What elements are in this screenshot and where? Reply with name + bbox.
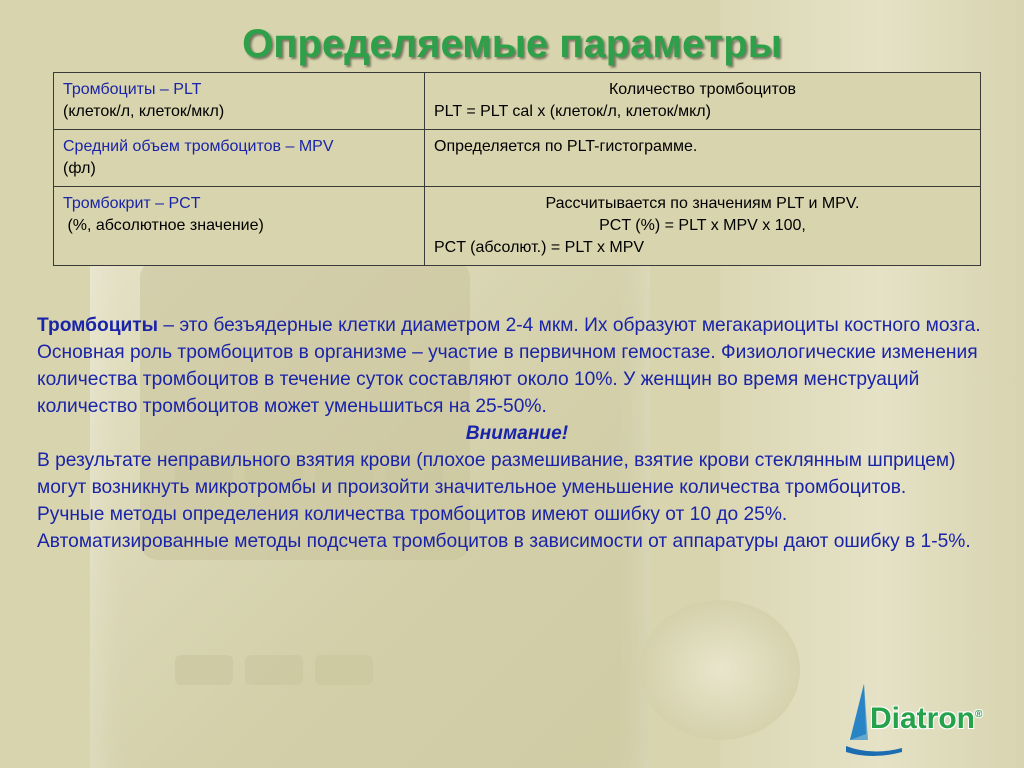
page-title: Определяемые параметры bbox=[242, 22, 782, 66]
table-row bbox=[54, 73, 981, 130]
description-cell bbox=[425, 187, 981, 266]
intro-paragraph bbox=[37, 312, 997, 420]
parameter-unit: (фл) bbox=[63, 160, 96, 177]
body-text bbox=[37, 312, 997, 555]
parameter-cell bbox=[54, 187, 425, 266]
description-cell bbox=[425, 130, 981, 187]
description-line: PCT (%) = PLT x MPV x 100, bbox=[599, 217, 806, 234]
background-key bbox=[245, 655, 303, 685]
parameter-name: Средний объем тромбоцитов – MPV bbox=[63, 138, 334, 155]
parameter-name: Тромбокрит – PCT bbox=[63, 195, 201, 212]
lead-term: Тромбоциты bbox=[37, 315, 159, 336]
parameter-cell bbox=[54, 73, 425, 130]
table-row bbox=[54, 130, 981, 187]
parameter-unit: (%, абсолютное значение) bbox=[63, 217, 264, 234]
description-cell bbox=[425, 73, 981, 130]
attention-heading: Внимание! bbox=[465, 423, 569, 444]
logo-text bbox=[870, 702, 982, 736]
manual-methods-paragraph: Ручные методы определения количества тромбоцитов имеют ошибку от 10 до 25%. bbox=[37, 504, 788, 525]
parameter-cell bbox=[54, 130, 425, 187]
description-line: Определяется по PLT-гистограмме. bbox=[434, 138, 698, 155]
parameters-table bbox=[53, 72, 981, 266]
background-key bbox=[315, 655, 373, 685]
description-line: PCT (абсолют.) = PLT x MPV bbox=[434, 239, 645, 256]
parameter-unit: (клеток/л, клеток/мкл) bbox=[63, 103, 225, 120]
logo-registered-mark: ® bbox=[975, 709, 983, 720]
parameter-name: Тромбоциты – PLT bbox=[63, 81, 202, 98]
background-key bbox=[175, 655, 233, 685]
background-cylinder bbox=[640, 600, 800, 740]
logo-wordmark: Diatron bbox=[870, 702, 975, 735]
intro-text: – это безъядерные клетки диаметром 2-4 мкм. Их образуют мегакариоциты костного мозга. Основная роль тромбоцитов в организме – участие в первичном гемостазе. Физиологические изменения количества тромбоцитов в течение суток составляют около 10%. У женщин во время менструаций количество тромбоцитов может уменьшиться на 25-50%. bbox=[37, 315, 981, 417]
automated-methods-paragraph: Автоматизированные методы подсчета тромбоцитов в зависимости от аппаратуры дают ошибку в 1-5%. bbox=[37, 531, 971, 552]
table-row bbox=[54, 187, 981, 266]
description-line: Рассчитывается по значениям PLT и MPV. bbox=[545, 195, 860, 212]
description-line: Количество тромбоцитов bbox=[608, 81, 797, 98]
description-line: PLT = PLT cal x (клеток/л, клеток/мкл) bbox=[434, 103, 711, 120]
warning-paragraph: В результате неправильного взятия крови (плохое размешивание, взятие крови стеклянным шприцем) могут возникнуть микротромбы и произойти значительное уменьшение количества тромбоцитов. bbox=[37, 450, 956, 498]
